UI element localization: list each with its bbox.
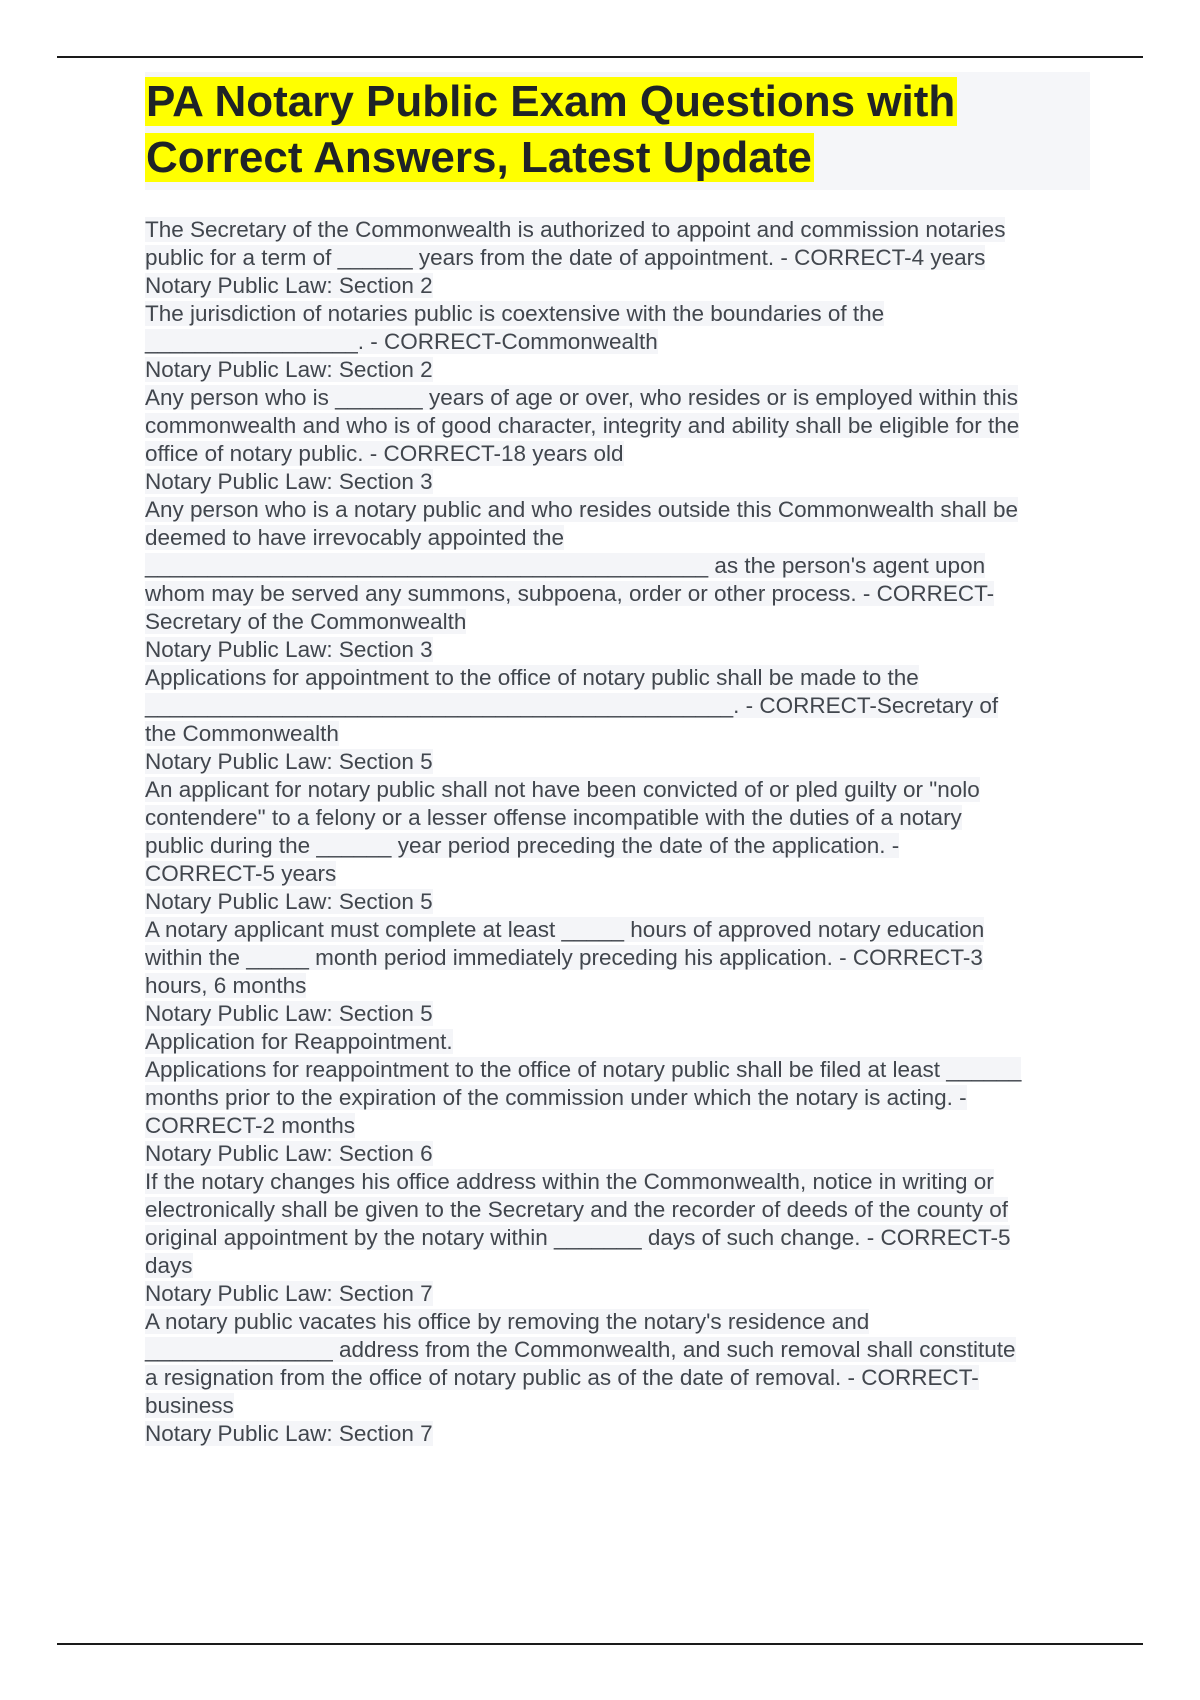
text-line	[145, 300, 1090, 328]
text-line	[145, 1280, 1090, 1308]
text-line-content: Notary Public Law: Section 7	[145, 1281, 433, 1306]
text-line	[145, 608, 1090, 636]
text-line	[145, 692, 1090, 720]
text-line	[145, 944, 1090, 972]
text-line	[145, 916, 1090, 944]
text-line	[145, 1084, 1090, 1112]
text-line-content: _______________ address from the Commonwealth, and such removal shall constitute	[145, 1337, 1016, 1362]
text-line-content: Notary Public Law: Section 6	[145, 1141, 433, 1166]
text-line-content: Notary Public Law: Section 3	[145, 469, 433, 494]
text-line	[145, 580, 1090, 608]
text-line	[145, 972, 1090, 1000]
text-line	[145, 664, 1090, 692]
title-line: PA Notary Public Exam Questions with	[146, 77, 956, 126]
text-line-content: Any person who is _______ years of age or over, who resides or is employed within this	[145, 385, 1018, 410]
text-line	[145, 832, 1090, 860]
text-line	[145, 384, 1090, 412]
text-line	[145, 1420, 1090, 1448]
text-line	[145, 272, 1090, 300]
text-line-content: months prior to the expiration of the commission under which the notary is acting. -	[145, 1085, 967, 1110]
text-line-content: Notary Public Law: Section 3	[145, 637, 433, 662]
text-line-content: Secretary of the Commonwealth	[145, 609, 467, 634]
text-line	[145, 1056, 1090, 1084]
text-line	[145, 552, 1090, 580]
bottom-rule	[57, 1643, 1143, 1645]
text-line	[145, 1364, 1090, 1392]
text-line	[145, 468, 1090, 496]
text-line-content: days	[145, 1253, 193, 1278]
text-line	[145, 748, 1090, 776]
text-line-content: contendere" to a felony or a lesser offense incompatible with the duties of a notary	[145, 805, 962, 830]
text-line-content: a resignation from the office of notary public as of the date of removal. - CORRECT-	[145, 1365, 979, 1390]
text-line-content: office of notary public. - CORRECT-18 years old	[145, 441, 624, 466]
text-line	[145, 1252, 1090, 1280]
text-line	[145, 1308, 1090, 1336]
text-line-content: The jurisdiction of notaries public is coextensive with the boundaries of the	[145, 301, 885, 326]
text-line-content: _________________. - CORRECT-Commonwealth	[145, 329, 658, 354]
text-line-content: within the _____ month period immediately preceding his application. - CORRECT-3	[145, 945, 983, 970]
text-line-content: business	[145, 1393, 234, 1418]
text-line-content: Notary Public Law: Section 5	[145, 889, 433, 914]
text-line-content: electronically shall be given to the Secretary and the recorder of deeds of the county of	[145, 1197, 1009, 1222]
document-content	[145, 72, 1090, 1448]
text-line	[145, 216, 1090, 244]
text-line	[145, 776, 1090, 804]
text-line	[145, 804, 1090, 832]
text-line-content: _______________________________________________. - CORRECT-Secretary of	[145, 693, 999, 718]
text-line-content: Notary Public Law: Section 5	[145, 1001, 433, 1026]
text-line-content: The Secretary of the Commonwealth is authorized to appoint and commission notaries	[145, 217, 1006, 242]
title-line: Correct Answers, Latest Update	[146, 133, 812, 182]
text-line-content: the Commonwealth	[145, 721, 339, 746]
text-line-content: original appointment by the notary within _______ days of such change. - CORRECT-5	[145, 1225, 1011, 1250]
text-line-content: If the notary changes his office address within the Commonwealth, notice in writing or	[145, 1169, 994, 1194]
text-line-content: deemed to have irrevocably appointed the	[145, 525, 565, 550]
text-line-content: commonwealth and who is of good character, integrity and ability shall be eligible for the	[145, 413, 1020, 438]
text-line	[145, 1000, 1090, 1028]
text-line	[145, 1196, 1090, 1224]
text-line-content: CORRECT-2 months	[145, 1113, 356, 1138]
text-line-content: public for a term of ______ years from the date of appointment. - CORRECT-4 years	[145, 245, 986, 270]
text-line	[145, 244, 1090, 272]
text-line	[145, 1028, 1090, 1056]
text-line	[145, 1336, 1090, 1364]
text-line-content: Applications for reappointment to the office of notary public shall be filed at least ______	[145, 1057, 1022, 1082]
text-line	[145, 1168, 1090, 1196]
text-line-content: _____________________________________________ as the person's agent upon	[145, 553, 986, 578]
text-line	[145, 496, 1090, 524]
text-line	[145, 1224, 1090, 1252]
title-block	[145, 72, 1090, 190]
text-line-content: Application for Reappointment.	[145, 1029, 453, 1054]
text-line-content: Any person who is a notary public and who resides outside this Commonwealth shall be	[145, 497, 1018, 522]
text-line	[145, 888, 1090, 916]
top-rule	[57, 56, 1143, 58]
text-line	[145, 860, 1090, 888]
document-title	[145, 74, 1090, 186]
text-line-content: CORRECT-5 years	[145, 861, 337, 886]
text-line	[145, 636, 1090, 664]
text-line-content: Notary Public Law: Section 7	[145, 1421, 433, 1446]
text-line-content: A notary public vacates his office by removing the notary's residence and	[145, 1309, 870, 1334]
text-line	[145, 1140, 1090, 1168]
text-line	[145, 720, 1090, 748]
text-line	[145, 1392, 1090, 1420]
text-line	[145, 440, 1090, 468]
text-line-content: Applications for appointment to the office of notary public shall be made to the	[145, 665, 919, 690]
text-line-content: Notary Public Law: Section 2	[145, 357, 433, 382]
text-line	[145, 356, 1090, 384]
text-line	[145, 328, 1090, 356]
text-line	[145, 1112, 1090, 1140]
document-body	[145, 216, 1090, 1448]
text-line	[145, 524, 1090, 552]
text-line-content: Notary Public Law: Section 2	[145, 273, 433, 298]
text-line-content: hours, 6 months	[145, 973, 307, 998]
text-line	[145, 412, 1090, 440]
text-line-content: A notary applicant must complete at least _____ hours of approved notary education	[145, 917, 985, 942]
text-line-content: whom may be served any summons, subpoena, order or other process. - CORRECT-	[145, 581, 995, 606]
text-line-content: An applicant for notary public shall not have been convicted of or pled guilty or "nolo	[145, 777, 980, 802]
text-line-content: public during the ______ year period preceding the date of the application. -	[145, 833, 900, 858]
text-line-content: Notary Public Law: Section 5	[145, 749, 433, 774]
